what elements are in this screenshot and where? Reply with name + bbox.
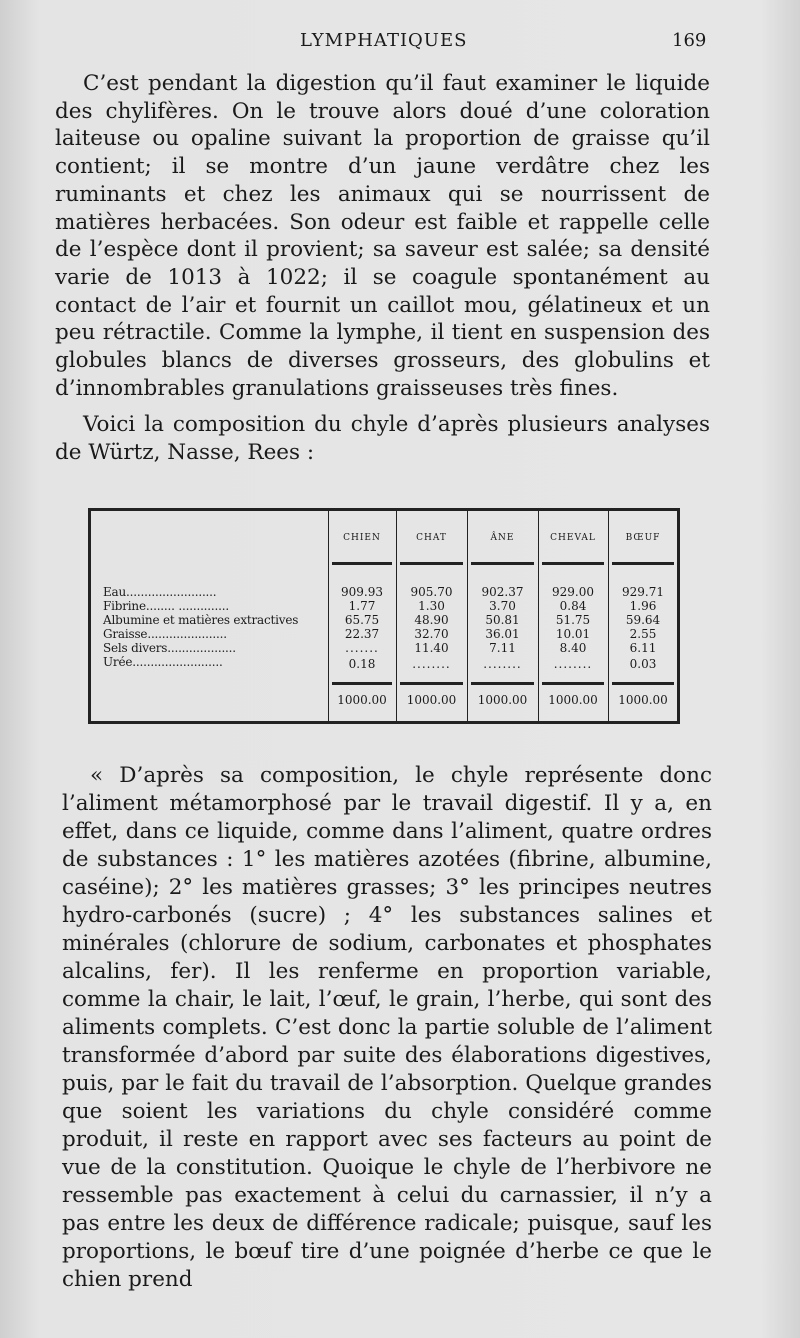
table-cell: 51.75 [555, 613, 591, 627]
paragraph-chyle-interpretation: « D’après sa composition, le chyle représente donc l’aliment métamorphosé par le travail digestif. Il y a, en effet, dans ce liquide, comme dans l’aliment, quatre ordres de substances : 1° les matières azotées (fibrine, albumine, caséine); 2° les matières grasses; 3° les principes neutres hydro-carbonés (sucre) ; 4° les substances salines et minérales (chlorure de sodium, carbonates et phosphates alcalins, fer). Il les renferme en proportion variable, comme la chair, le lait, l’œuf, le grain, l’herbe, qui sont des aliments complets. C’est donc la partie soluble de l’aliment transformée d’abord par suite des élaborations digestives, puis, par le fait du travail de l’absorption. Quelque grandes que soient les variations du chyle considéré comme produit, il reste en rapport avec ses facteurs au point de vue de la constitution. Quoique le chyle de l’herbivore ne ressemble pas exactement à celui du carnassier, il n’y a pas entre les deux de différence radicale; puisque, sauf les proportions, le bœuf tire d’une poignée d’herbe ce que le chien prend [62, 763, 712, 1292]
header-rule [400, 562, 463, 565]
sum-rule [400, 682, 463, 685]
column-header-cheval: CHEVAL [550, 533, 596, 543]
table-cell: 902.37 [481, 585, 524, 599]
column-header-chat: CHAT [416, 533, 447, 543]
table-cell: 929.00 [552, 585, 594, 599]
table-cell: 2.55 [629, 627, 657, 641]
row-label-sels: Sels divers................... [103, 641, 236, 655]
table-cell: 22.37 [344, 627, 380, 641]
table-cell: 10.01 [555, 627, 591, 641]
table-cell: 0.03 [629, 657, 657, 671]
total-cell: 1000.00 [548, 693, 598, 707]
total-cell: 1000.00 [337, 693, 387, 707]
chyle-composition-table [88, 508, 680, 724]
table-cell: 0.18 [348, 657, 376, 671]
row-label-graisse: Graisse...................... [103, 627, 227, 641]
total-cell: 1000.00 [477, 693, 528, 707]
column-header-ane: ÂNE [490, 533, 515, 543]
table-cell: 3.70 [489, 599, 516, 613]
table-cell: ........ [483, 657, 522, 671]
header-rule [332, 562, 392, 565]
column-header-boeuf: BŒUF [625, 533, 661, 543]
row-label-eau: Eau......................... [103, 585, 217, 599]
page-number: 169 [672, 30, 707, 51]
sum-rule [332, 682, 392, 685]
table-cell: 7.11 [489, 641, 516, 655]
table-cell: 929.71 [622, 585, 664, 599]
total-cell: 1000.00 [618, 693, 668, 707]
table-cell: ........ [412, 657, 451, 671]
page-header [0, 30, 800, 58]
paragraph-composition-intro: Voici la composition du chyle d’après plusieurs analyses de Würtz, Nasse, Rees : [55, 412, 710, 465]
paragraph-chyle-description: C’est pendant la digestion qu’il faut examiner le liquide des chylifères. On le trouve alors doué d’une coloration laiteuse ou opaline suivant la proportion de graisse qu’il contient; il se montre d’un jaune verdâtre chez les ruminants et chez les animaux qui se nourrissent de matières herbacées. Son odeur est faible et rappelle celle de l’espèce dont il provient; sa saveur est salée; sa densité varie de 1013 à 1022; il se coagule spontanément au contact de l’air et fournit un caillot mou, gélatineux et un peu rétractile. Comme la lymphe, il tient en suspension des globules blancs de diverses grosseurs, des globulins et d’innombrables granulations graisseuses très fines. [55, 71, 710, 401]
sum-rule [542, 682, 604, 685]
table-cell: 1.77 [348, 599, 376, 613]
total-cell: 1000.00 [406, 693, 457, 707]
table-cell: 1.30 [418, 599, 445, 613]
table-cell: 11.40 [414, 641, 449, 655]
row-label-fibrine: Fibrine........ .............. [103, 599, 229, 613]
table-cell: 59.64 [625, 613, 661, 627]
table-cell: 6.11 [629, 641, 657, 655]
row-label-uree: Urée......................... [103, 655, 223, 669]
sum-rule [612, 682, 674, 685]
table-cell: 48.90 [414, 613, 449, 627]
header-rule [612, 562, 674, 565]
table-cell: 8.40 [559, 641, 587, 655]
table-cell: ........ [553, 657, 593, 671]
table-cell: 32.70 [414, 627, 449, 641]
row-label-albumine: Albumine et matières extractives [103, 613, 299, 627]
table-cell: 0.84 [559, 599, 587, 613]
header-rule [471, 562, 534, 565]
column-header-chien: CHIEN [343, 533, 381, 543]
sum-rule [471, 682, 534, 685]
table-cell: 50.81 [485, 613, 520, 627]
running-title: LYMPHATIQUES [300, 30, 468, 51]
table-cell: 36.01 [485, 627, 520, 641]
table-cell: 65.75 [344, 613, 380, 627]
table-cell: 905.70 [410, 585, 453, 599]
table-cell: 1.96 [629, 599, 657, 613]
table-cell: 909.93 [341, 585, 383, 599]
table-cell: ....... [345, 641, 379, 655]
header-rule [542, 562, 604, 565]
